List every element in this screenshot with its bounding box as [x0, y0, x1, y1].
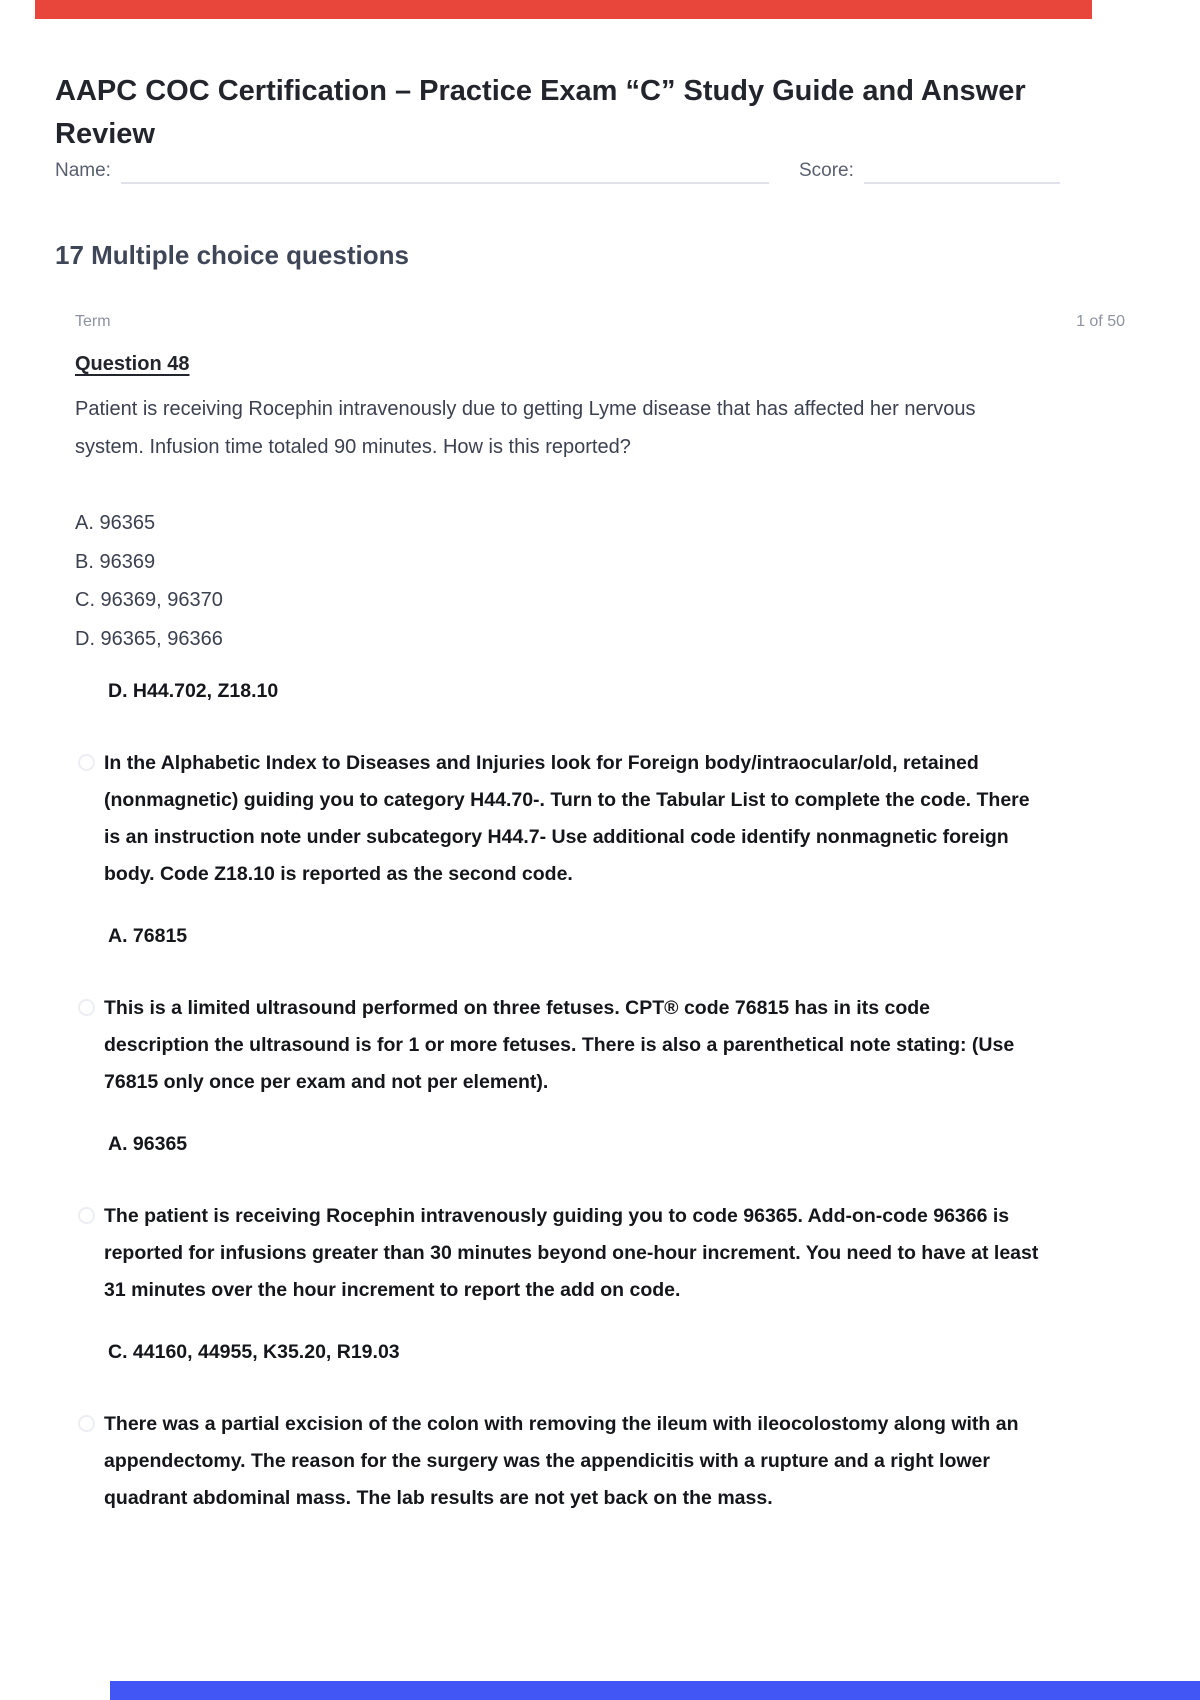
answer-explanation: There was a partial excision of the colon with removing the ileum with ileocolostomy along with an appendectomy. The reason for the surgery was the appendicitis with a rupture and a right lower quadrant abdominal mass. The lab results are not yet back on the mass. [104, 1413, 1019, 1509]
question-card [55, 313, 1145, 1517]
answer-row [75, 990, 1125, 1101]
answer-radio[interactable] [78, 999, 95, 1016]
answer-radio[interactable] [78, 1207, 95, 1224]
answer-code: A. 76815 [108, 925, 188, 947]
answer-code: D. H44.702, Z18.10 [108, 680, 279, 702]
answer-explanation: The patient is receiving Rocephin intravenously guiding you to code 96365. Add-on-code 96366 is reported for infusions greater than 30 minutes beyond one-hour increment. You need to have at least 31 minutes over the hour increment to report the add on code. [104, 1205, 1039, 1301]
answer-code: C. 44160, 44955, K35.20, R19.03 [108, 1341, 400, 1363]
name-field-line[interactable] [121, 160, 769, 184]
options-list [75, 504, 1125, 658]
section-heading: 17 Multiple choice questions [55, 240, 409, 270]
answer-choices [75, 680, 1125, 1517]
answer-row [75, 745, 1125, 893]
option-d: D. 96365, 96366 [75, 627, 223, 650]
score-field-line[interactable] [864, 160, 1060, 184]
answer-block [75, 925, 1125, 1101]
answer-explanation: In the Alphabetic Index to Diseases and Injuries look for Foreign body/intraocular/old, retained (nonmagnetic) guiding you to category H44.70-. Turn to the Tabular List to complete the code. There is an instruction note under subcategory H44.7- Use additional code identify nonmagnetic foreign body. Code Z18.10 is reported as the second code. [104, 752, 1030, 885]
answer-row [75, 1406, 1125, 1517]
top-accent-bar [35, 0, 1092, 19]
answer-explanation: This is a limited ultrasound performed on three fetuses. CPT® code 76815 has in its code description the ultrasound is for 1 or more fetuses. There is also a parenthetical note stating: (Use 76815 only once per exam and not per element). [104, 997, 1015, 1093]
page-title: AAPC COC Certification – Practice Exam “C” Study Guide and Answer Review [55, 75, 1026, 150]
term-label: Term [75, 313, 111, 330]
name-label: Name: [55, 160, 111, 181]
answer-block [75, 1133, 1125, 1309]
answer-block [75, 680, 1125, 893]
option-a: A. 96365 [75, 512, 156, 534]
answer-radio[interactable] [78, 754, 95, 771]
bottom-accent-bar [110, 1681, 1200, 1700]
answer-row [75, 1198, 1125, 1309]
question-title: Question 48 [75, 353, 190, 375]
card-counter: 1 of 50 [1076, 313, 1125, 330]
option-c: C. 96369, 96370 [75, 589, 223, 611]
score-label: Score: [798, 160, 854, 181]
name-score-row [55, 160, 1145, 184]
option-b: B. 96369 [75, 550, 156, 573]
answer-block [75, 1341, 1125, 1517]
answer-radio[interactable] [78, 1415, 95, 1432]
question-text: Patient is receiving Rocephin intravenously due to getting Lyme disease that has affected her nervous system. Infusion time totaled 90 minutes. How is this reported? [75, 398, 976, 458]
answer-code: A. 96365 [108, 1133, 188, 1155]
card-header [75, 313, 1125, 331]
